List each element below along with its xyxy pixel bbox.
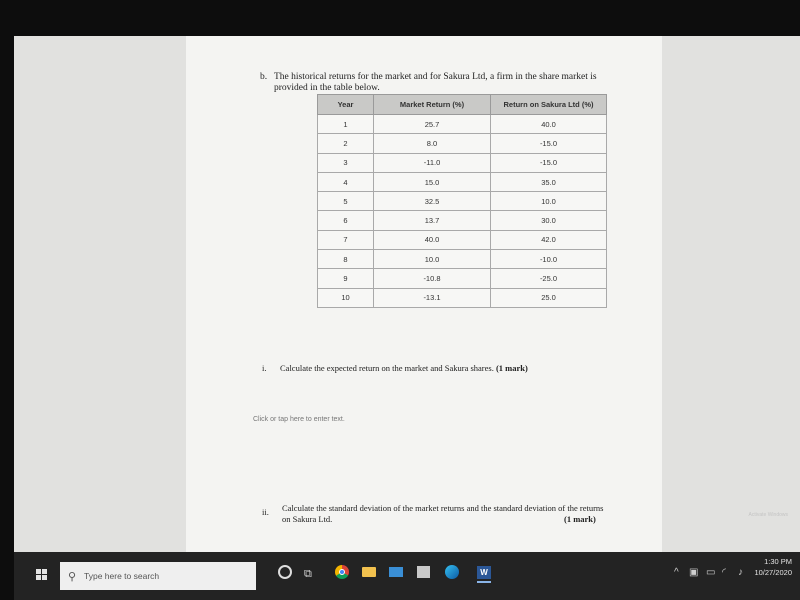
table-row	[318, 211, 607, 230]
word-icon[interactable]: W	[477, 566, 491, 579]
tray-app-icon[interactable]: ▣	[689, 567, 699, 578]
question-ii-mark: (1 mark)	[564, 514, 596, 524]
cell-market: -11.0	[374, 153, 491, 172]
table-row	[318, 288, 607, 307]
tray-chevron-up-icon[interactable]: ^	[674, 567, 679, 578]
taskbar-search-box[interactable]	[60, 562, 256, 590]
cell-year: 10	[318, 288, 374, 307]
cell-sakura: 40.0	[491, 115, 607, 134]
cell-sakura: -10.0	[491, 250, 607, 269]
wifi-icon[interactable]: ◜	[722, 567, 726, 578]
table-row	[318, 250, 607, 269]
cell-sakura: 30.0	[491, 211, 607, 230]
cell-year: 1	[318, 115, 374, 134]
header-year: Year	[318, 95, 374, 115]
cell-sakura: 10.0	[491, 192, 607, 211]
table-row	[318, 230, 607, 249]
table-row	[318, 153, 607, 172]
search-placeholder: Type here to search	[84, 571, 160, 581]
volume-icon[interactable]: ♪	[738, 567, 743, 578]
clock-time: 1:30 PM	[764, 557, 792, 566]
cell-market: 10.0	[374, 250, 491, 269]
returns-table	[317, 94, 607, 308]
right-margin	[662, 36, 800, 552]
left-margin	[14, 36, 186, 552]
cell-sakura: 35.0	[491, 172, 607, 191]
question-ii-number: ii.	[262, 507, 269, 517]
cell-market: 40.0	[374, 230, 491, 249]
cell-market: 25.7	[374, 115, 491, 134]
header-sakura-return: Return on Sakura Ltd (%)	[491, 95, 607, 115]
mail-icon[interactable]	[389, 567, 403, 577]
taskbar	[14, 552, 800, 600]
cell-market: 8.0	[374, 134, 491, 153]
cell-market: 13.7	[374, 211, 491, 230]
file-explorer-icon[interactable]	[362, 567, 376, 577]
chrome-icon[interactable]	[335, 565, 349, 579]
search-icon: ⚲	[68, 571, 77, 583]
cell-year: 3	[318, 153, 374, 172]
cell-year: 8	[318, 250, 374, 269]
document-page[interactable]	[186, 36, 662, 552]
cell-market: -13.1	[374, 288, 491, 307]
table-header-row	[318, 95, 607, 115]
table-row	[318, 269, 607, 288]
cell-sakura: 42.0	[491, 230, 607, 249]
activate-windows-watermark: Activate Windows	[748, 512, 788, 518]
question-i-text-line	[280, 363, 640, 373]
cell-market: 32.5	[374, 192, 491, 211]
battery-icon[interactable]: ▭	[706, 567, 716, 578]
task-view-icon[interactable]: ⧉	[304, 568, 312, 580]
cell-sakura: 25.0	[491, 288, 607, 307]
cortana-icon[interactable]	[278, 565, 292, 579]
question-i-mark: (1 mark)	[495, 363, 528, 373]
cell-market: 15.0	[374, 172, 491, 191]
cell-year: 7	[318, 230, 374, 249]
question-i-number: i.	[262, 363, 267, 373]
header-market-return: Market Return (%)	[374, 95, 491, 115]
cell-sakura: -15.0	[491, 153, 607, 172]
cell-sakura: -25.0	[491, 269, 607, 288]
cell-year: 4	[318, 172, 374, 191]
table-row	[318, 172, 607, 191]
store-icon[interactable]	[417, 566, 430, 578]
screen	[14, 36, 800, 552]
question-i-text: Calculate the expected return on the market and Sakura shares.	[280, 363, 494, 373]
question-ii-text: Calculate the standard deviation of the market returns and the standard deviation of the returns on Sakura Ltd.	[282, 503, 604, 524]
cell-year: 6	[318, 211, 374, 230]
cell-year: 9	[318, 269, 374, 288]
cell-market: -10.8	[374, 269, 491, 288]
clock-date: 10/27/2020	[754, 568, 792, 577]
system-clock[interactable]	[754, 556, 792, 578]
question-b-text: The historical returns for the market and for Sakura Ltd, a firm in the share market is provided in the table below.	[274, 72, 597, 93]
cell-year: 2	[318, 134, 374, 153]
cell-sakura: -15.0	[491, 134, 607, 153]
table-row	[318, 192, 607, 211]
answer-placeholder-field[interactable]: Click or tap here to enter text.	[253, 416, 345, 423]
cell-year: 5	[318, 192, 374, 211]
table-row	[318, 115, 607, 134]
question-b-label: b.	[260, 72, 268, 82]
table-row	[318, 134, 607, 153]
edge-icon[interactable]	[445, 565, 459, 579]
